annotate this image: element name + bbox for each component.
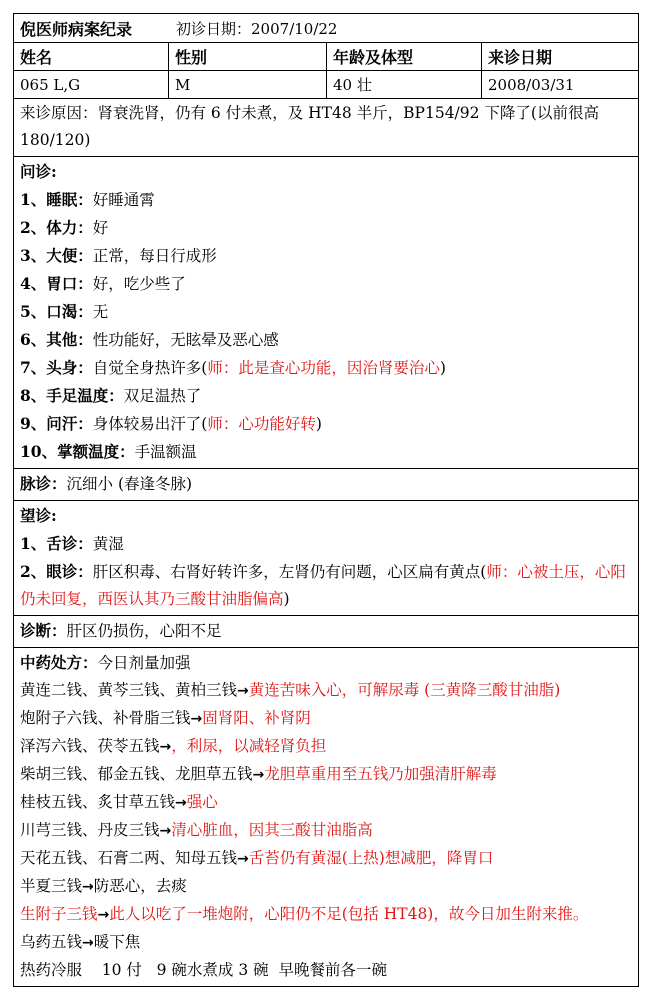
inquiry-item: 3、大便：正常，每日行成形	[20, 246, 217, 265]
arrow-icon: →	[159, 739, 172, 755]
prescription-line: 半夏三钱→防恶心，去痰	[20, 877, 187, 895]
title-row	[13, 13, 639, 43]
arrow-icon: →	[82, 935, 94, 951]
prescription-line: 乌药五钱→暖下焦	[20, 933, 141, 951]
diagnosis-section	[13, 616, 639, 648]
pulse-text: 沉细小 (春逢冬脉)	[66, 475, 193, 493]
visit-reason-text: 来诊原因：肾衰洗肾，仍有 6 付未煮，及 HT48 半斤，BP154/92 下降了(以前很高 180/120)	[20, 104, 599, 149]
prescription-line: 柴胡三钱、郁金五钱、龙胆草五钱→龙胆草重用至五钱乃加强清肝解毒	[20, 765, 497, 783]
inquiry-item: 7、头身：自觉全身热许多(师：此是查心功能，因治肾要治心)	[20, 358, 446, 377]
observation-section	[13, 501, 639, 616]
inquiry-item: 4、胃口：好，吃少些了	[20, 274, 186, 293]
doctor-note: 师：心被土压，心阳仍未回复，西医认其乃三酸甘油脂偏高	[20, 563, 626, 608]
arrow-icon: →	[252, 767, 265, 783]
dosage-instructions: 热药冷服 10 付 9 碗水煮成 3 碗 早晚餐前各一碗	[20, 961, 387, 979]
visit-reason	[13, 99, 639, 157]
observation-heading: 望诊:	[20, 506, 57, 525]
header-row	[13, 43, 639, 71]
inquiry-item: 5、口渴：无	[20, 302, 109, 321]
prescription-line: 天花五钱、石膏二两、知母五钱→舌苔仍有黄湿(上热)想减肥，降胃口	[20, 849, 494, 867]
inquiry-section	[13, 157, 639, 469]
inquiry-item: 10、掌额温度：手温额温	[20, 442, 197, 461]
visit-date: 2008/03/31	[488, 75, 575, 94]
inquiry-item: 1、睡眠：好睡通霄	[20, 190, 155, 209]
value-row	[13, 71, 639, 99]
prescription-label: 中药处方：	[20, 653, 98, 672]
pulse-section	[13, 469, 639, 501]
eye-exam: 2、眼诊：肝区积毒、右肾好转许多，左肾仍有问题，心区扁有黄点(师：心被土压，心阳仍未回复，西医认其乃三酸甘油脂偏高)	[20, 562, 626, 608]
tongue-exam: 1、舌诊：黄湿	[20, 534, 124, 553]
arrow-icon: →	[82, 879, 94, 895]
patient-id: 065 L,G	[14, 71, 169, 98]
inquiry-heading: 问诊:	[20, 162, 57, 181]
prescription-line: 桂枝五钱、炙甘草五钱→强心	[20, 793, 218, 811]
inquiry-item: 8、手足温度：双足温热了	[20, 386, 202, 405]
inquiry-item: 6、其他：性功能好，无眩晕及恶心感	[20, 330, 279, 349]
arrow-icon: →	[237, 851, 249, 867]
header-name: 姓名	[14, 43, 169, 70]
header-visit-date: 来诊日期	[488, 48, 553, 67]
patient-age-build: 40 壮	[327, 71, 482, 98]
inquiry-item: 2、体力：好	[20, 218, 109, 237]
prescription-line: 川芎三钱、丹皮三钱→清心脏血，因其三酸甘油脂高	[20, 821, 373, 839]
header-sex: 性别	[169, 43, 327, 70]
prescription-line: 生附子三钱→此人以吃了一堆炮附，心阳仍不足(包括 HT48)，故今日加生附来推。	[20, 905, 589, 923]
doctor-note: 师：此是查心功能，因治肾要治心	[207, 359, 440, 377]
prescription-line: 黄连二钱、黄芩三钱、黄柏三钱→黄连苦味入心，可解尿毒 (三黄降三酸甘油脂)	[20, 681, 561, 699]
diagnosis-text: 肝区仍损伤，心阳不足	[66, 622, 222, 640]
pulse-label: 脉诊：	[20, 474, 67, 493]
prescription-line: 炮附子六钱、补骨脂三钱→固肾阳、补肾阴	[20, 709, 311, 727]
inquiry-item: 9、问汗：身体较易出汗了(师：心功能好转)	[20, 414, 322, 433]
arrow-icon: →	[175, 795, 187, 811]
arrow-icon: →	[97, 907, 110, 923]
arrow-icon: →	[159, 823, 172, 839]
prescription-line: 泽泻六钱、茯苓五钱→，利尿，以减轻肾负担	[20, 737, 327, 755]
arrow-icon: →	[237, 683, 249, 699]
record-title: 倪医师病案纪录	[20, 19, 133, 39]
diagnosis-label: 诊断：	[20, 621, 67, 640]
arrow-icon: →	[190, 711, 203, 727]
prescription-intro: 今日剂量加强	[97, 654, 191, 672]
doctor-note: 师：心功能好转	[207, 415, 316, 433]
prescription-section	[13, 648, 639, 987]
header-age-build: 年龄及体型	[327, 43, 482, 70]
case-record	[13, 13, 639, 987]
patient-sex: M	[169, 71, 327, 98]
first-visit-date: 初诊日期：2007/10/22	[176, 19, 338, 38]
